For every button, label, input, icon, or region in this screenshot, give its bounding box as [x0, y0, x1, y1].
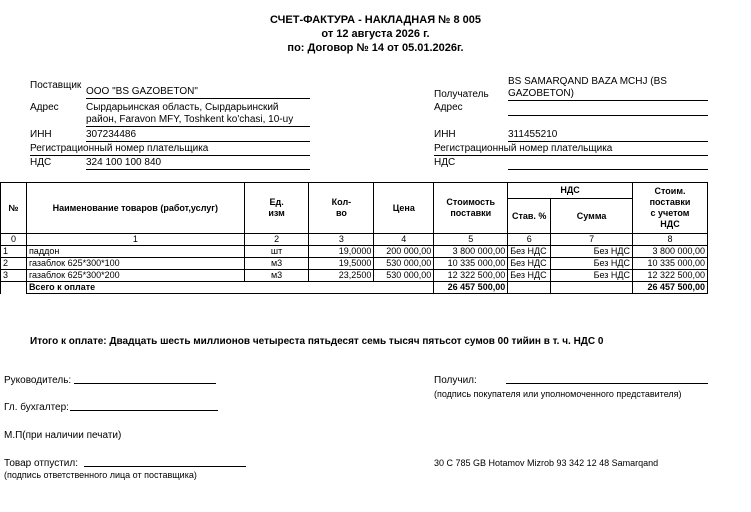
- released-signature-line[interactable]: [84, 456, 246, 467]
- row-price: 200 000,00: [374, 246, 434, 258]
- row-name: газаблок 625*300*200: [26, 270, 244, 282]
- row-unit: шт: [244, 246, 309, 258]
- row-unit: м3: [244, 258, 309, 270]
- recipient-inn: 311455210: [508, 129, 708, 142]
- supplier-name: ООО "BS GAZOBETON": [86, 86, 198, 97]
- received-note: (подпись покупателя или уполномоченного представителя): [434, 389, 682, 399]
- row-price: 530 000,00: [374, 258, 434, 270]
- header-qty: Кол- во: [309, 183, 374, 234]
- table-index-row: [1, 234, 708, 246]
- invoice-title: СЧЕТ-ФАКТУРА - НАКЛАДНАЯ № 8 005: [269, 14, 482, 26]
- table-row: [1, 258, 708, 270]
- index-cell: 0: [1, 234, 27, 246]
- supplier-address-label: Адрес: [30, 102, 59, 113]
- row-vat-sum: Без НДС: [551, 246, 633, 258]
- header-name: Наименование товаров (работ,услуг): [26, 183, 244, 234]
- index-cell: 1: [26, 234, 244, 246]
- supplier-address-line2: район, Faravon MFY, Toshkent ko'chasi, 10-uy: [86, 114, 310, 127]
- table-row: [1, 246, 708, 258]
- header-no: №: [1, 183, 27, 234]
- recipient-nds-line: [508, 157, 708, 170]
- row-no: 1: [1, 246, 27, 258]
- vehicle-driver-info: 30 С 785 GB Hotamov Mizrob 93 342 12 48 Samarqand: [434, 458, 659, 468]
- supplier-name-line: [86, 86, 310, 99]
- recipient-label: Получатель: [434, 89, 489, 100]
- header-unit: Ед. изм: [244, 183, 309, 234]
- recipient-reg-label: Регистрационный номер плательщика: [434, 143, 708, 156]
- row-qty: 19,5000: [309, 258, 374, 270]
- recipient-name-line1: BS SAMARQAND BAZA MCHJ (BS: [508, 76, 667, 87]
- total-cost: 26 457 500,00: [434, 282, 508, 294]
- index-cell: 6: [508, 234, 551, 246]
- header-vat-rate: Став. %: [508, 199, 551, 234]
- supplier-label: Поставщик: [30, 80, 82, 91]
- accountant-label: Гл. бухгалтер:: [4, 402, 69, 413]
- row-qty: 23,2500: [309, 270, 374, 282]
- supplier-inn-label: ИНН: [30, 129, 52, 140]
- row-cost: 10 335 000,00: [434, 258, 508, 270]
- recipient-address-line: [508, 114, 708, 116]
- recipient-nds-label: НДС: [434, 157, 456, 168]
- director-signature-line[interactable]: [74, 373, 216, 384]
- row-vat-rate: Без НДС: [508, 270, 551, 282]
- row-vat-sum: Без НДС: [551, 258, 633, 270]
- row-cost: 3 800 000,00: [434, 246, 508, 258]
- supplier-nds: 324 100 100 840: [86, 157, 310, 170]
- index-cell: 4: [374, 234, 434, 246]
- row-total: 12 322 500,00: [633, 270, 708, 282]
- supplier-inn: 307234486: [86, 129, 310, 142]
- row-name: газаблок 625*300*100: [26, 258, 244, 270]
- header-vat: НДС: [508, 183, 633, 199]
- released-note: (подпись ответственного лица от поставщика): [4, 470, 197, 480]
- released-label: Товар отпустил:: [4, 458, 78, 469]
- supplier-address-line1: Сырдарьинская область, Сырдарьинский: [86, 102, 279, 113]
- received-signature-line[interactable]: [506, 373, 708, 384]
- index-cell: 7: [551, 234, 633, 246]
- row-total: 3 800 000,00: [633, 246, 708, 258]
- index-cell: 8: [633, 234, 708, 246]
- row-name: паддон: [26, 246, 244, 258]
- index-cell: 5: [434, 234, 508, 246]
- row-cost: 12 322 500,00: [434, 270, 508, 282]
- header-vat-sum: Сумма: [551, 199, 633, 234]
- recipient-address-label: Адрес: [434, 102, 463, 113]
- row-no: 2: [1, 258, 27, 270]
- table-header-row: [1, 183, 708, 199]
- header-total: Стоим. поставки с учетом НДС: [633, 183, 708, 234]
- row-vat-rate: Без НДС: [508, 258, 551, 270]
- recipient-name-line2: GAZOBETON): [508, 88, 708, 101]
- header-cost: Стоимость поставки: [434, 183, 508, 234]
- invoice-date: от 12 августа 2026 г.: [321, 28, 430, 40]
- total-label: Всего к оплате: [26, 282, 433, 294]
- row-qty: 19,0000: [309, 246, 374, 258]
- invoice-contract: по: Договор № 14 от 05.01.2026г.: [287, 42, 464, 54]
- row-unit: м3: [244, 270, 309, 282]
- supplier-reg-label: Регистрационный номер плательщика: [30, 143, 310, 156]
- row-total: 10 335 000,00: [633, 258, 708, 270]
- row-vat-rate: Без НДС: [508, 246, 551, 258]
- stamp-label: М.П(при наличии печати): [4, 430, 122, 441]
- table-row: [1, 270, 708, 282]
- supplier-nds-label: НДС: [30, 157, 52, 168]
- table-total-row: [1, 282, 708, 294]
- accountant-signature-line[interactable]: [70, 400, 218, 411]
- row-price: 530 000,00: [374, 270, 434, 282]
- received-label: Получил:: [434, 375, 477, 386]
- index-cell: 3: [309, 234, 374, 246]
- row-no: 3: [1, 270, 27, 282]
- row-vat-sum: Без НДС: [551, 270, 633, 282]
- index-cell: 2: [244, 234, 309, 246]
- recipient-inn-label: ИНН: [434, 129, 456, 140]
- director-label: Руководитель:: [4, 375, 72, 386]
- header-price: Цена: [374, 183, 434, 234]
- amount-in-words: Итого к оплате: Двадцать шесть миллионов четыреста пятьдесят семь тысяч пятьсот сумов 00 тийин в т. ч. НДС 0: [30, 336, 604, 347]
- total-sum: 26 457 500,00: [633, 282, 708, 294]
- items-table: [0, 182, 708, 294]
